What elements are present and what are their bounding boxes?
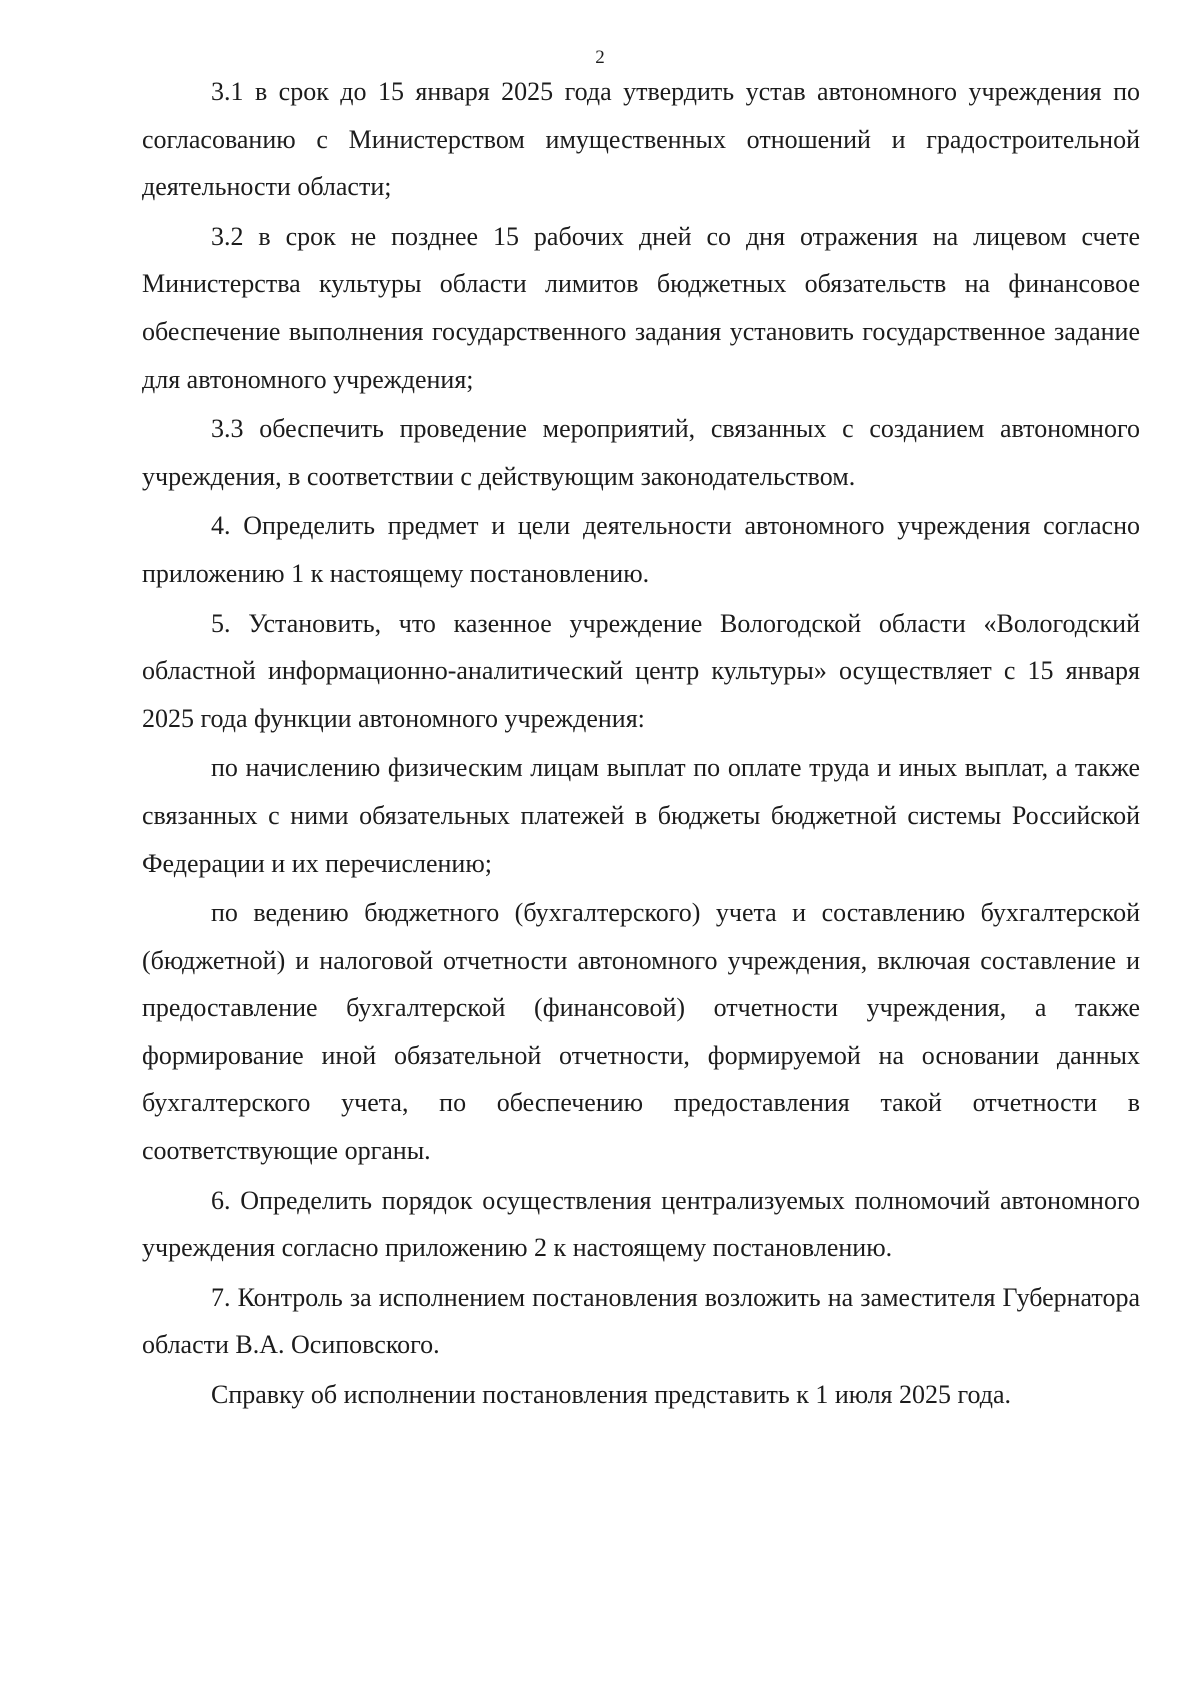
paragraph-5-accounting: по ведению бюджетного (бухгалтерского) учета и составлению бухгалтерской (бюджетной) и налоговой отчетности автономного учреждения, включая составление и предоставление бухгалтерской (финансовой) отчетности учреждения, а также формирование иной обязательной отчетности, формируемой на основании данных бухгалтерского учета, по обеспечению предоставления такой отчетности в соответствующие органы. [142, 898, 1140, 1166]
paragraph-7: 7. Контроль за исполнением постановления возложить на заместителя Губернатора области В.А. Осиповского. [142, 1282, 1140, 1360]
paragraph-6: 6. Определить порядок осуществления централизуемых полномочий автономного учреждения согласно приложению 2 к настоящему постановлению. [142, 1185, 1140, 1263]
paragraph-3-1: 3.1 в срок до 15 января 2025 года утвердить устав автономного учреждения по согласованию с Министерством имущественных отношений и градостроительной деятельности области; [142, 77, 1140, 202]
page-number: 2 [595, 47, 605, 68]
paragraph-3-3: 3.3 обеспечить проведение мероприятий, связанных с созданием автономного учреждения, в соответствии с действующим законодательством. [142, 414, 1140, 491]
paragraph-3-2: 3.2 в срок не позднее 15 рабочих дней со дня отражения на лицевом счете Министерства культуры области лимитов бюджетных обязательств на финансовое обеспечение выполнения государственного задания установить государственное задание для автономного учреждения; [142, 221, 1140, 394]
paragraph-5: 5. Установить, что казенное учреждение Вологодской области «Вологодский областной информационно-аналитический центр культуры» осуществляет с 15 января 2025 года функции автономного учреждения: [142, 608, 1140, 733]
paragraph-report-deadline: Справку об исполнении постановления представить к 1 июля 2025 года. [211, 1380, 1012, 1410]
paragraph-5-payroll: по начислению физическим лицам выплат по оплате труда и иных выплат, а также связанных с ними обязательных платежей в бюджеты бюджетной системы Российской Федерации и их перечислению; [142, 753, 1140, 878]
document-body [142, 68, 1140, 1421]
paragraph-4: 4. Определить предмет и цели деятельности автономного учреждения согласно приложению 1 к настоящему постановлению. [142, 511, 1140, 588]
